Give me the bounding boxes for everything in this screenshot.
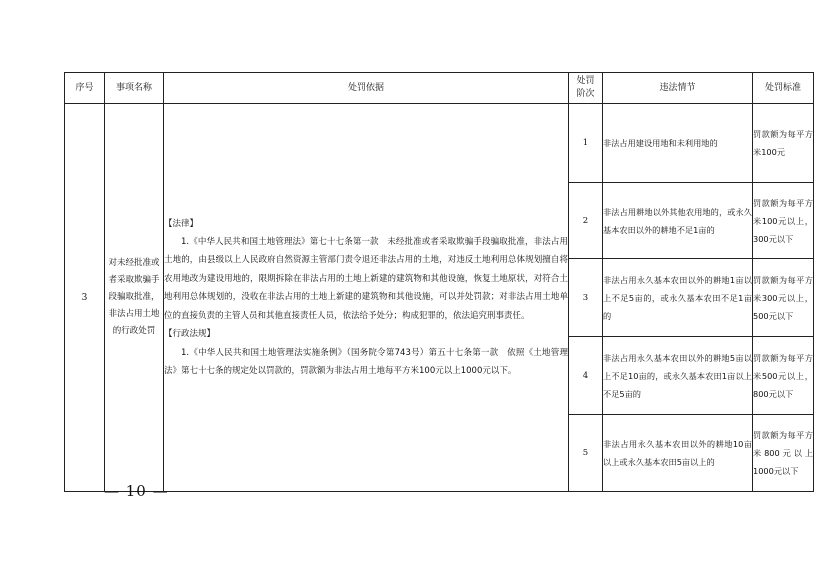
penalty-basis <box>164 104 569 492</box>
tier-standard: 罚款额为每平方米300元以上，500元以下 <box>753 259 814 337</box>
item-number: 3 <box>65 104 105 492</box>
tier-standard: 罚款额为每平方米500元以上，800元以下 <box>753 337 814 415</box>
header-circumstances: 违法情节 <box>603 73 753 104</box>
tier-standard: 罚款额为每平方米800元以上1000元以下 <box>753 415 814 492</box>
header-num: 序号 <box>65 73 105 104</box>
table-row <box>65 104 814 183</box>
item-name: 对未经批准或者采取欺骗手段骗取批准，非法占用土地的行政处罚 <box>105 104 164 492</box>
header-standard: 处罚标准 <box>753 73 814 104</box>
tier-circumstances: 非法占用永久基本农田以外的耕地10亩以上或永久基本农田5亩以上的 <box>603 415 753 492</box>
law-heading: 【法律】 <box>164 218 199 229</box>
tier-circumstances: 非法占用永久基本农田以外的耕地5亩以上不足10亩的，或永久基本农田1亩以上不足5亩的 <box>603 337 753 415</box>
tier-circumstances: 非法占用耕地以外其他农用地的，或永久基本农田以外的耕地不足1亩的 <box>603 183 753 259</box>
table-header-row <box>65 73 814 104</box>
tier-times: 3 <box>569 259 603 337</box>
tier-times: 2 <box>569 183 603 259</box>
tier-circumstances: 非法占用建设用地和未利用地的 <box>603 104 753 183</box>
regulation-heading: 【行政法规】 <box>164 329 216 340</box>
law-text: 1.《中华人民共和国土地管理法》第七十七条第一款 未经批准或者采取欺骗手段骗取批准，非法占用土地的，由县级以上人民政府自然资源主管部门责令退还非法占用的土地，对违反土地利用总体规划擅自将农用地改为建设用地的，限期拆除在非法占用的土地上新建的建筑物和其他设施，恢复土地原状，对符合土地利用总体规划的，没收在非法占用的土地上新建的建筑物和其他设施，可以并处罚款；对非法占用土地单位的直接负责的主管人员和其他直接责任人员，依法给予处分；构成犯罪的，依法追究刑事责任。 <box>164 237 568 321</box>
header-times: 处罚阶次 <box>569 73 603 104</box>
regulation-text: 1.《中华人民共和国土地管理法实施条例》（国务院令第743号）第五十七条第一款 依照《土地管理法》第七十七条的规定处以罚款的，罚款额为非法占用土地每平方米100元以上1000元以下。 <box>164 347 568 376</box>
header-name: 事项名称 <box>105 73 164 104</box>
tier-times: 5 <box>569 415 603 492</box>
header-basis: 处罚依据 <box>164 73 569 104</box>
tier-standard: 罚款额为每平方米100元以上，300元以下 <box>753 183 814 259</box>
tier-times: 4 <box>569 337 603 415</box>
page-number: — 10 — <box>104 482 169 500</box>
tier-standard: 罚款额为每平方米100元 <box>753 104 814 183</box>
tier-circumstances: 非法占用永久基本农田以外的耕地1亩以上不足5亩的，或永久基本农田不足1亩的 <box>603 259 753 337</box>
penalty-standards-table <box>64 72 814 492</box>
tier-times: 1 <box>569 104 603 183</box>
